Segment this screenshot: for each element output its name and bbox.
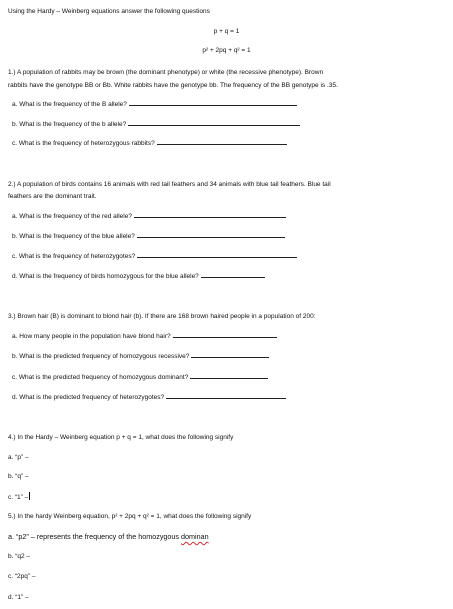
q3-part-d [12,394,286,402]
q5-part-d: d. “1” – [8,594,29,601]
q2-part-b [12,233,285,241]
q4-part-c [8,492,30,502]
q3-text-line1: 3.) Brown hair (B) is dominant to blond hair (b). If there are 168 brown haired people in a population of 200: [8,313,316,320]
q5-part-b: b. “q2 – [8,553,31,560]
q2-part-d-label: d. What is the frequency of birds homozygous for the blue allele? [12,273,199,280]
worksheet-title: Using the Hardy – Weinberg equations answer the following questions [8,8,210,15]
q2-part-c-answer-blank[interactable] [137,256,297,258]
q1-part-b [12,121,300,129]
q1-text-line1: 1.) A population of rabbits may be brown (the dominant phenotype) or white (the recessive phenotype). Brown [8,69,324,76]
q4-part-c-label: c. “1” – [8,494,29,501]
q1-part-b-label: b. What is the frequency of the b allele? [12,121,127,128]
q2-text-line2: feathers are the dominant trait. [8,193,97,200]
q1-part-a [12,101,297,109]
q3-part-a [12,333,277,341]
q1-part-c-answer-blank[interactable] [157,143,287,145]
equation-allele-sum: p + q = 1 [213,28,240,35]
q2-part-b-answer-blank[interactable] [137,236,285,238]
q3-part-d-label: d. What is the predicted frequency of heterozygotes? [12,394,165,401]
q3-part-c-answer-blank[interactable] [190,377,268,379]
q3-part-b [12,353,269,361]
q3-part-d-answer-blank[interactable] [166,397,286,399]
q2-part-a-answer-blank[interactable] [134,216,286,218]
q1-part-c-label: c. What is the frequency of heterozygous rabbits? [12,140,155,147]
q5-text-line1: 5.) In the hardy Weinberg equation, p² + 2pq + q² = 1, what does the following signify [8,513,252,520]
q3-part-c [12,374,268,382]
q5-part-c: c. “2pq” – [8,573,36,580]
q5-part-a-label: a. “p2” – represents the frequency of the homozygous [8,532,181,541]
q2-part-d [12,273,265,281]
q3-part-c-label: c. What is the predicted frequency of homozygous dominant? [12,374,189,381]
q4-text-line1: 4.) In the Hardy – Weinberg equation p + q = 1, what does the following signify [8,434,234,441]
q2-part-a-label: a. What is the frequency of the red allele? [12,213,132,220]
q3-part-a-label: a. How many people in the population have blond hair? [12,333,171,340]
q1-part-c [12,140,287,148]
q2-text-line1: 2.) A population of birds contains 16 animals with red tail feathers and 34 animals with blue tail feathers. Blue tail [8,181,331,188]
q1-part-b-answer-blank[interactable] [128,124,300,126]
q4-part-a: a. “p” – [8,454,29,461]
q2-part-b-label: b. What is the frequency of the blue allele? [12,233,135,240]
q1-part-a-label: a. What is the frequency of the B allele? [12,101,127,108]
misspelled-word: dominan [181,532,209,541]
q3-part-b-answer-blank[interactable] [191,356,269,358]
q3-part-a-answer-blank[interactable] [173,336,277,338]
q2-part-a [12,213,286,221]
q1-text-line2: rabbits have the genotype BB or Bb. White rabbits have the genotype bb. The frequency of the BB genotype is .35. [8,82,338,89]
q5-part-a [8,533,209,541]
q2-part-c-label: c. What is the frequency of heterozygotes? [12,253,136,260]
q1-part-a-answer-blank[interactable] [129,104,297,106]
q2-part-d-answer-blank[interactable] [201,276,265,278]
text-cursor [29,492,30,500]
equation-genotype-sum: p² + 2pq + q² = 1 [202,47,251,54]
q4-part-b: b. “q” – [8,473,29,480]
q2-part-c [12,253,297,261]
q3-part-b-label: b. What is the predicted frequency of homozygous recessive? [12,353,190,360]
